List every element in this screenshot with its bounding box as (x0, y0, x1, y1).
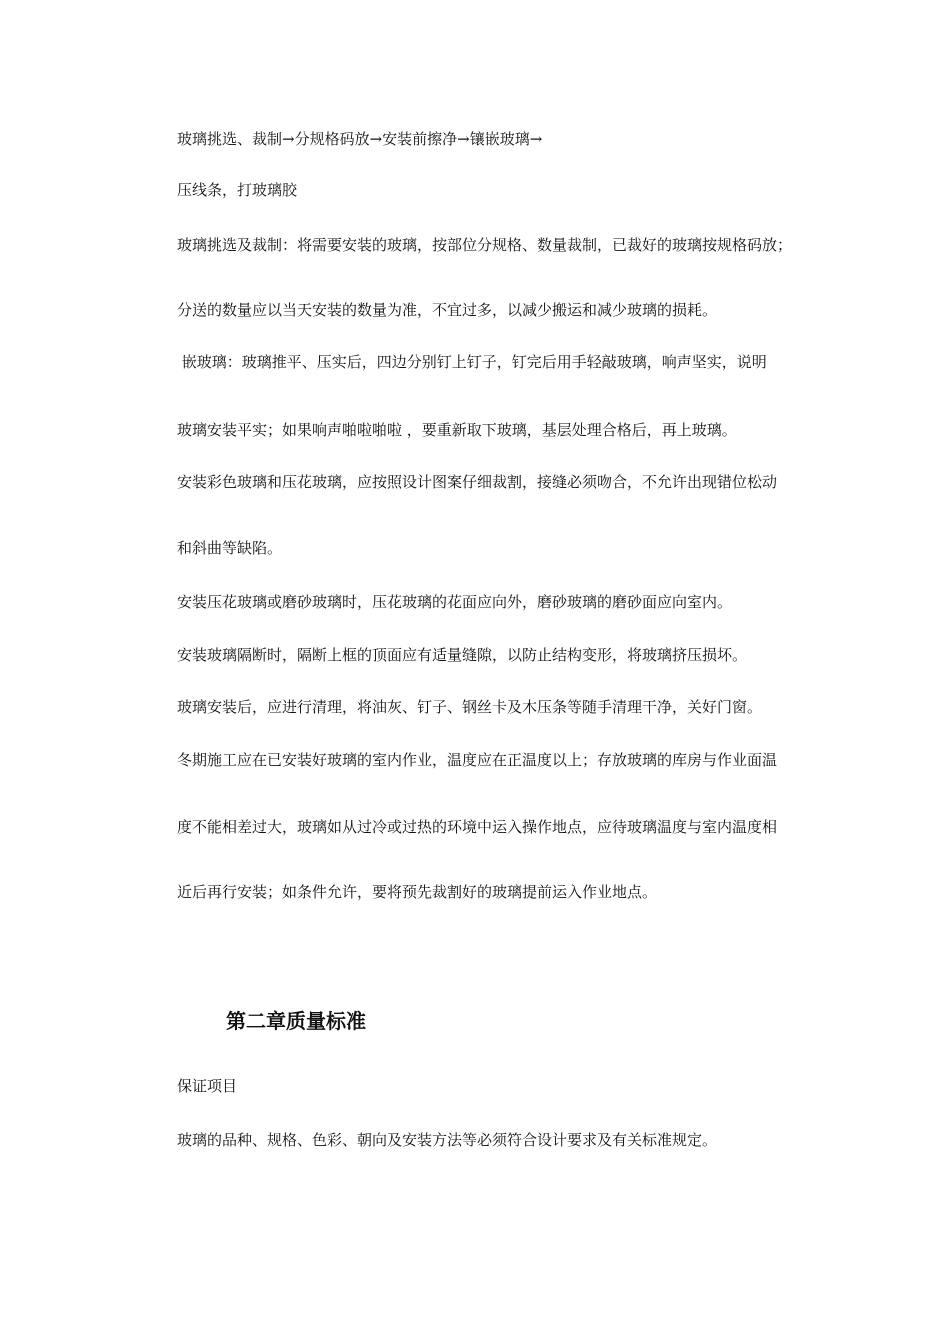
body-text-line: 压线条，打玻璃胶 (177, 181, 298, 199)
body-text-line: 玻璃挑选及裁制：将需要安装的玻璃，按部位分规格、数量裁制，已裁好的玻璃按规格码放； (177, 236, 793, 254)
chapter-heading: 第二章质量标准 (226, 1009, 366, 1033)
body-text-line: 和斜曲等缺陷。 (177, 539, 283, 557)
body-text-line: 玻璃安装后，应进行清理，将油灰、钉子、钢丝卡及木压条等随手清理干净，关好门窗。 (177, 698, 763, 716)
section-text: 玻璃的品种、规格、色彩、朝向及安装方法等必须符合设计要求及有关标准规定。 (177, 1131, 718, 1149)
body-text-line: 嵌玻璃：玻璃推平、压实后，四边分别钉上钉子，钉完后用手轻敲玻璃，响声坚实，说明 (177, 353, 767, 371)
body-text-line: 安装玻璃隔断时，隔断上框的顶面应有适量缝隙，以防止结构变形，将玻璃挤压损坏。 (177, 646, 748, 664)
body-text-line: 安装压花玻璃或磨砂玻璃时，压花玻璃的花面应向外，磨砂玻璃的磨砂面应向室内。 (177, 593, 733, 611)
section-label: 保证项目 (177, 1077, 238, 1095)
body-text-line: 玻璃安装平实；如果响声啪啦啪啦 ，要重新取下玻璃，基层处理合格后，再上玻璃。 (177, 421, 737, 439)
body-text-line: 近后再行安装；如条件允许，要将预先裁割好的玻璃提前运入作业地点。 (177, 883, 658, 901)
body-text-line: 度不能相差过大，玻璃如从过冷或过热的环境中运入操作地点，应待玻璃温度与室内温度相 (177, 818, 778, 836)
body-text-line: 冬期施工应在已安装好玻璃的室内作业，温度应在正温度以上；存放玻璃的库房与作业面温 (177, 751, 778, 769)
body-text-line: 玻璃挑选、裁制→分规格码放→安装前擦净→镶嵌玻璃→ (177, 130, 543, 148)
body-text-line: 安装彩色玻璃和压花玻璃，应按照设计图案仔细裁割，接缝必须吻合，不允许出现错位松动 (177, 473, 778, 491)
body-text-line: 分送的数量应以当天安装的数量为准，不宜过多，以减少搬运和减少玻璃的损耗。 (177, 301, 718, 319)
